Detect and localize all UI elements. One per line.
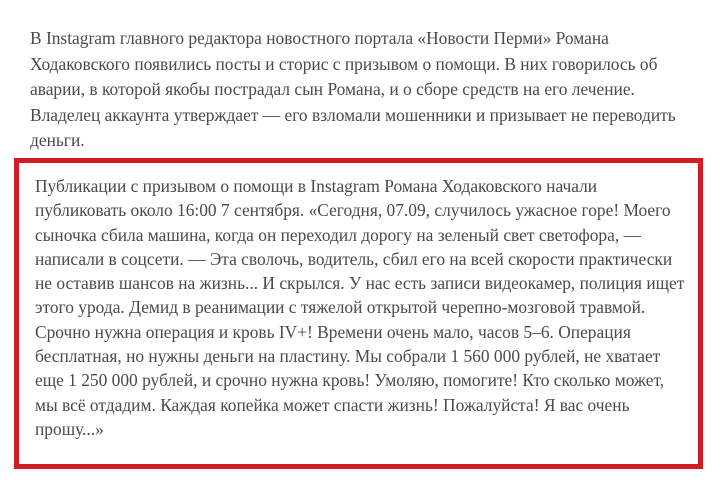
highlighted-quote-box — [14, 158, 703, 469]
article-intro-paragraph: В Instagram главного редактора новостного портала «Новости Перми» Романа Ходаковского появились посты и сторис с призывом о помощи. В них говорилось об аварии, в которой якобы пострадал сын Романа, и о сборе средств на его лечение. Владелец аккаунта утверждает — его взломали мошенники и призывает не переводить деньги. — [30, 28, 676, 150]
highlighted-quote-paragraph: Публикации с призывом о помощи в Instagram Романа Ходаковского начали публиковать около 16:00 7 сентября. «Сегодня, 07.09, случилось ужасное горе! Моего сыночка сбила машина, когда он переходил дорогу на зеленый свет светофора, — написали в соцсети. — Эта сволочь, водитель, сбил его на всей скорости практически не оставив шансов на жизнь... И скрылся. У нас есть записи видеокамер, полиция ищет этого урода. Демид в реанимации с тяжелой открытой черепно-мозговой травмой. Срочно нужна операция и кровь IV+! Времени очень мало, часов 5–6. Операция бесплатная, но нужны деньги на пластину. Мы собрали 1 560 000 рублей, не хватает еще 1 250 000 рублей, и срочно нужна кровь! Умоляю, помогите! Кто сколько может, мы всё отдадим. Каждая копейка может спасти жизнь! Пожалуйста! Я вас очень прошу...» — [35, 176, 685, 439]
